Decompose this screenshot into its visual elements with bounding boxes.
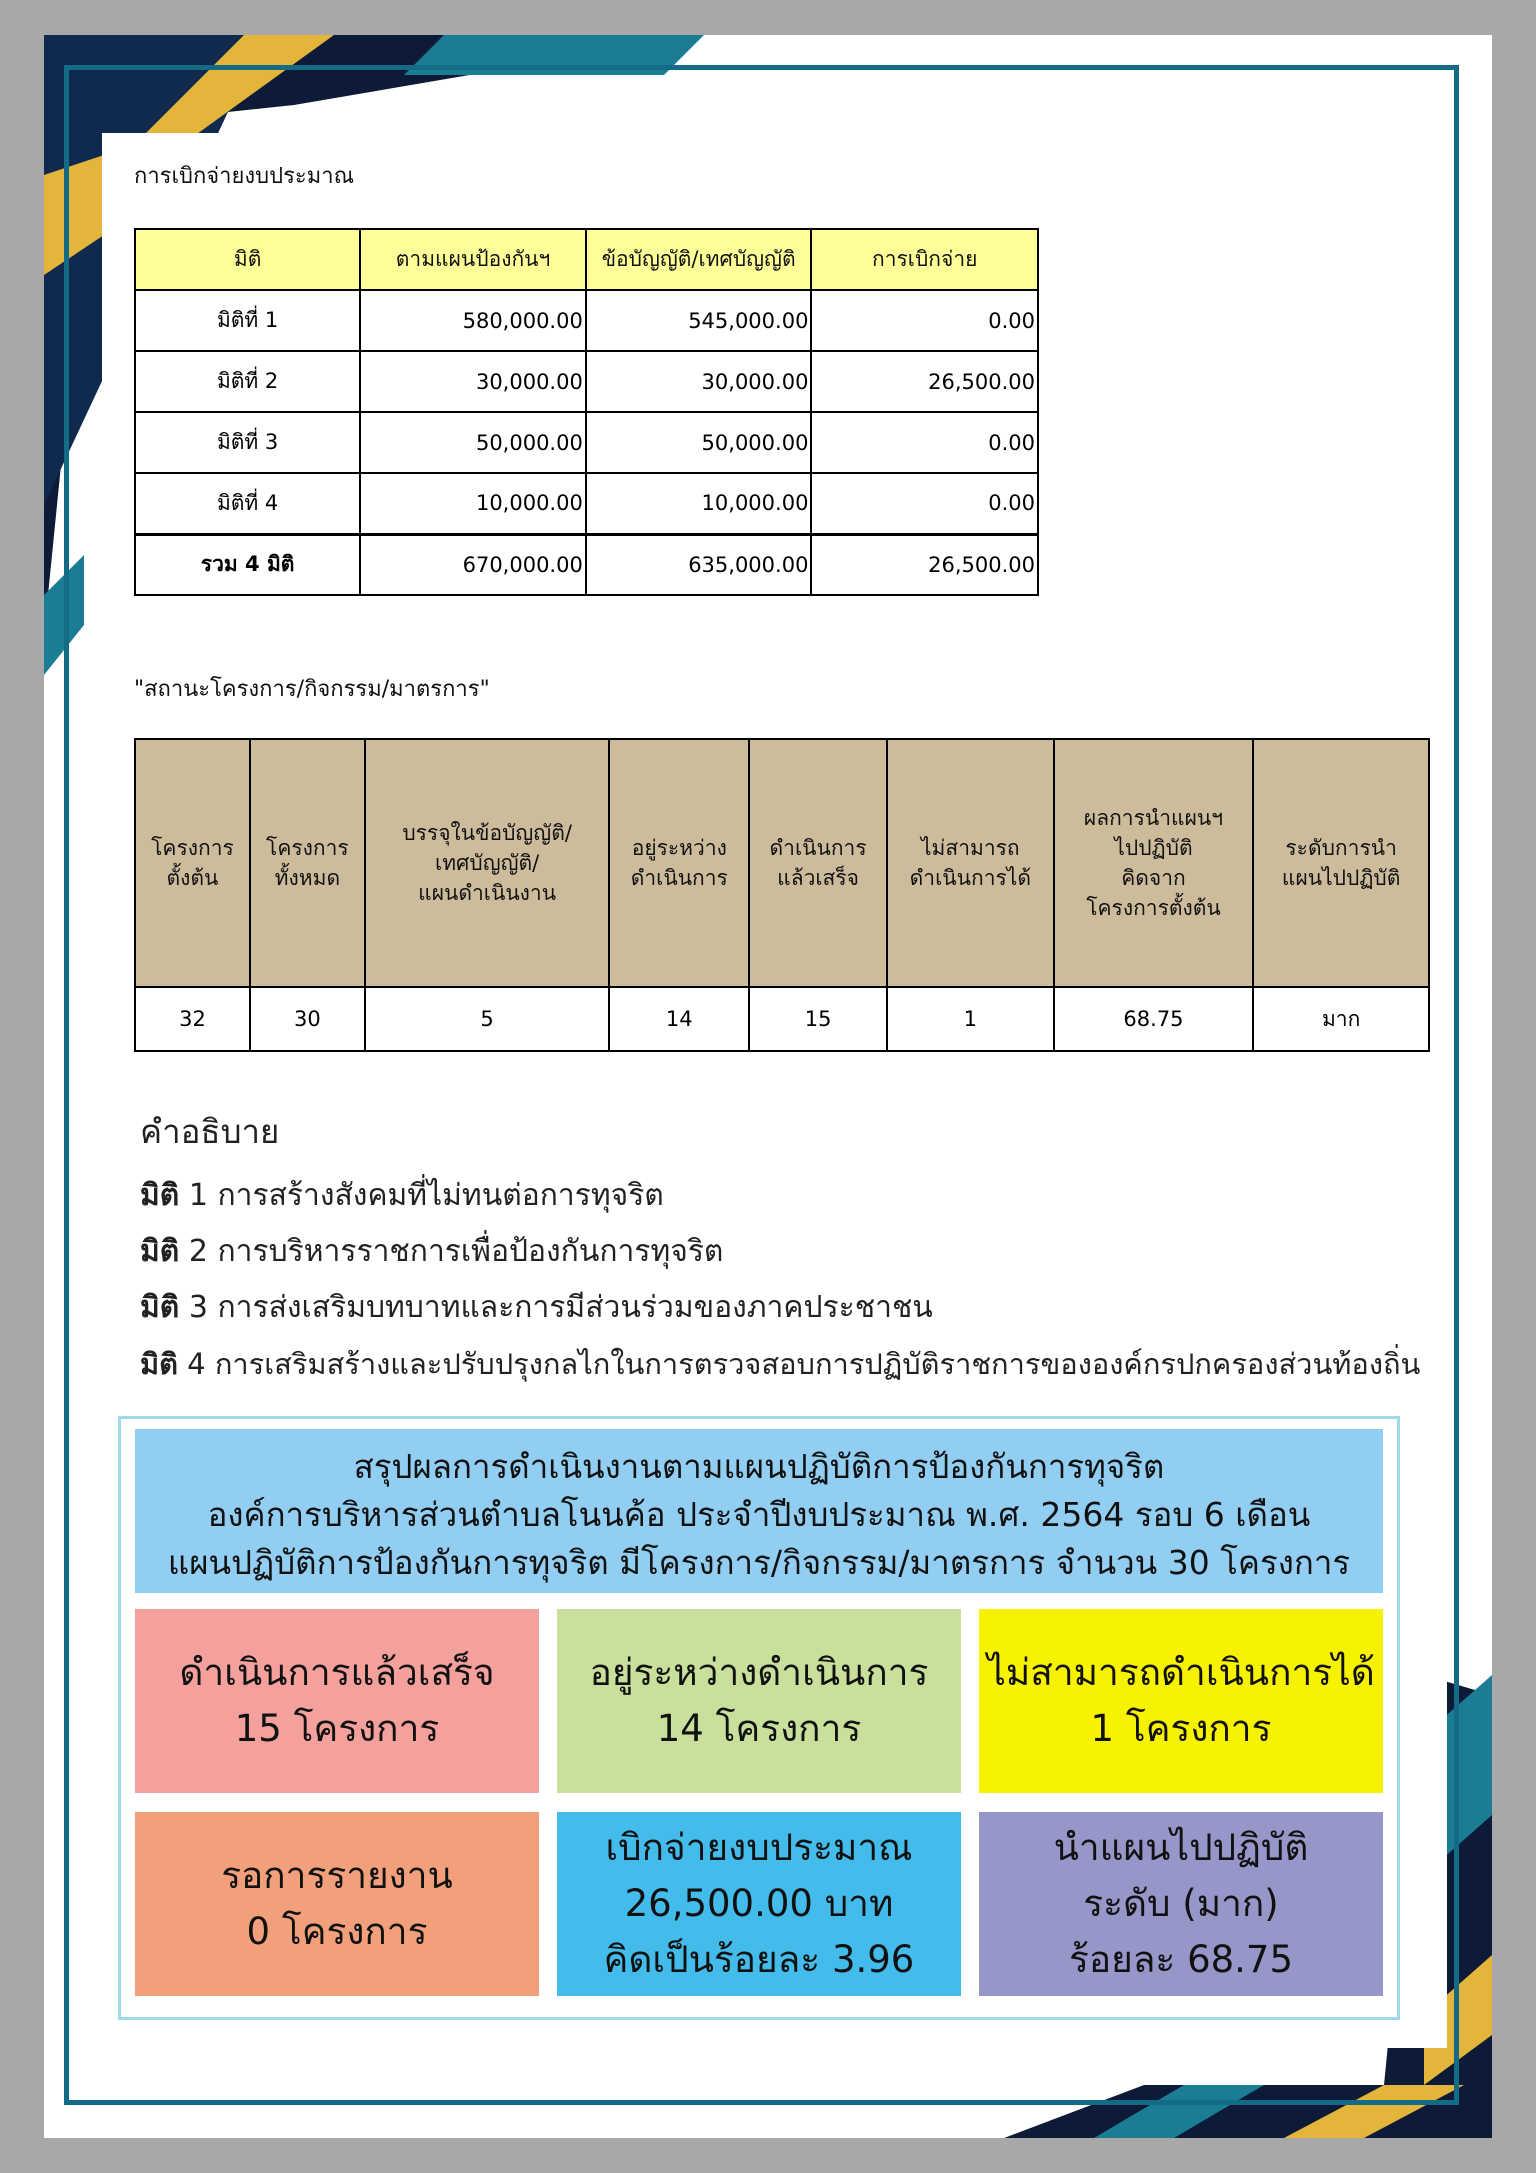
legend-item xyxy=(140,1336,1450,1392)
table-row xyxy=(135,987,1429,1051)
card-line: 26,500.00 บาท xyxy=(624,1882,894,1925)
header-line: เทศบัญญัติ/ xyxy=(435,851,540,875)
budget-title: การเบิกจ่ายงบประมาณ xyxy=(134,164,354,189)
total-label-cell: รวม 4 มิติ xyxy=(135,534,360,595)
legend-label: มิติ xyxy=(140,1234,180,1269)
header-line: ผลการนำแผนฯ xyxy=(1083,806,1224,830)
card-line: อยู่ระหว่างดำเนินการ xyxy=(589,1651,929,1694)
legend-label: มิติ xyxy=(140,1178,180,1213)
status-title: "สถานะโครงการ/กิจกรรม/มาตรการ" xyxy=(134,677,490,702)
card-implementation-level xyxy=(979,1812,1383,1996)
header-line: ตั้งต้น xyxy=(166,866,219,890)
header-line: ระดับการนำ xyxy=(1285,836,1397,860)
header-line: โครงการตั้งต้น xyxy=(1086,896,1221,920)
legend-text: การส่งเสริมบทบาทและการมีส่วนร่วมของภาคประชาชน xyxy=(217,1290,933,1325)
legend-number: 1 xyxy=(188,1178,208,1213)
dimension-cell: มิติที่ 3 xyxy=(135,412,360,473)
header-line: บรรจุในข้อบัญญัติ/ xyxy=(402,821,572,845)
budget-header-cell: มิติ xyxy=(135,229,360,290)
card-line: รอการรายงาน xyxy=(221,1854,453,1897)
legend-text: การสร้างสังคมที่ไม่ทนต่อการทุจริต xyxy=(217,1178,664,1213)
status-header-cell xyxy=(250,739,365,987)
header-line: ดำเนินการ xyxy=(769,836,867,860)
header-line: ทั้งหมด xyxy=(274,866,341,890)
legend-label: มิติ xyxy=(140,1347,178,1381)
legend-item xyxy=(140,1224,1450,1280)
dimension-cell: มิติที่ 4 xyxy=(135,473,360,534)
dimension-cell: มิติที่ 1 xyxy=(135,290,360,351)
card-pending-report xyxy=(135,1812,539,1996)
in-ordinance-cell: 5 xyxy=(365,987,610,1051)
legend-number: 2 xyxy=(188,1234,208,1269)
disbursed-total-cell: 26,500.00 xyxy=(811,534,1038,595)
header-line: โครงการ xyxy=(151,836,234,860)
header-line: แผนดำเนินงาน xyxy=(418,881,557,905)
card-budget-disbursed xyxy=(557,1812,961,1996)
summary-banner xyxy=(135,1429,1383,1593)
budget-total-row xyxy=(135,534,1038,595)
summary-panel xyxy=(118,1416,1400,2020)
table-row xyxy=(135,290,1038,351)
not-possible-cell: 1 xyxy=(887,987,1054,1051)
header-line: ไม่สามารถ xyxy=(920,836,1020,860)
total-projects-cell: 30 xyxy=(250,987,365,1051)
card-line: 0 โครงการ xyxy=(246,1910,428,1953)
ordinance-amount-cell: 50,000.00 xyxy=(586,412,812,473)
header-line: ไปปฏิบัติ xyxy=(1114,836,1193,860)
disbursed-amount-cell: 0.00 xyxy=(811,412,1038,473)
card-not-possible xyxy=(979,1609,1383,1793)
document-page xyxy=(44,35,1492,2138)
initial-projects-cell: 32 xyxy=(135,987,250,1051)
legend-text: การบริหารราชการเพื่อป้องกันการทุจริต xyxy=(217,1234,724,1269)
table-row xyxy=(135,412,1038,473)
card-line: 15 โครงการ xyxy=(234,1707,440,1750)
legend-number: 3 xyxy=(188,1290,208,1325)
card-completed xyxy=(135,1609,539,1793)
header-line: โครงการ xyxy=(266,836,349,860)
header-line: แผนไปปฏิบัติ xyxy=(1281,866,1401,890)
plan-amount-cell: 50,000.00 xyxy=(360,412,586,473)
table-row xyxy=(135,351,1038,412)
banner-line: แผนปฏิบัติการป้องกันการทุจริต มีโครงการ/กิจกรรม/มาตรการ จำนวน 30 โครงการ xyxy=(167,1543,1351,1582)
plan-amount-cell: 10,000.00 xyxy=(360,473,586,534)
header-line: ดำเนินการ xyxy=(630,866,728,890)
card-line: ดำเนินการแล้วเสร็จ xyxy=(179,1651,495,1694)
budget-table xyxy=(134,228,1039,596)
card-line: 14 โครงการ xyxy=(656,1707,862,1750)
ordinance-amount-cell: 30,000.00 xyxy=(586,351,812,412)
budget-header-cell: ตามแผนป้องกันฯ xyxy=(360,229,586,290)
status-header-row xyxy=(135,739,1429,987)
header-line: ดำเนินการได้ xyxy=(909,866,1031,890)
header-line: แล้วเสร็จ xyxy=(777,866,859,890)
card-in-progress xyxy=(557,1609,961,1793)
banner-line: สรุปผลการดำเนินงานตามแผนปฏิบัติการป้องกันการทุจริต xyxy=(353,1447,1165,1486)
legend-item xyxy=(140,1280,1450,1336)
legend-number: 4 xyxy=(187,1347,206,1381)
budget-header-cell: ข้อบัญญัติ/เทศบัญญัติ xyxy=(586,229,812,290)
status-header-cell xyxy=(609,739,749,987)
legend-heading: คำอธิบาย xyxy=(140,1112,280,1151)
status-table xyxy=(134,738,1430,1052)
plan-amount-cell: 580,000.00 xyxy=(360,290,586,351)
card-line: ร้อยละ 68.75 xyxy=(1068,1938,1293,1981)
card-line: 1 โครงการ xyxy=(1090,1707,1272,1750)
implementation-level-cell: มาก xyxy=(1253,987,1429,1051)
status-header-cell xyxy=(887,739,1054,987)
ordinance-amount-cell: 10,000.00 xyxy=(586,473,812,534)
card-line: ระดับ (มาก) xyxy=(1083,1882,1279,1925)
card-line: นำแผนไปปฏิบัติ xyxy=(1053,1826,1309,1869)
card-line: เบิกจ่ายงบประมาณ xyxy=(605,1826,913,1869)
in-progress-cell: 14 xyxy=(609,987,749,1051)
plan-amount-cell: 30,000.00 xyxy=(360,351,586,412)
legend-text: การเสริมสร้างและปรับปรุงกลไกในการตรวจสอบการปฏิบัติราชการขององค์กรปกครองส่วนท้องถิ่น xyxy=(214,1347,1421,1381)
status-header-cell xyxy=(1253,739,1429,987)
header-line: คิดจาก xyxy=(1121,866,1186,890)
disbursed-amount-cell: 0.00 xyxy=(811,473,1038,534)
ordinance-amount-cell: 545,000.00 xyxy=(586,290,812,351)
status-header-cell xyxy=(135,739,250,987)
completed-cell: 15 xyxy=(749,987,887,1051)
status-header-cell xyxy=(1054,739,1254,987)
legend-label: มิติ xyxy=(140,1290,180,1325)
status-header-cell xyxy=(749,739,887,987)
card-line: คิดเป็นร้อยละ 3.96 xyxy=(603,1938,915,1981)
disbursed-amount-cell: 0.00 xyxy=(811,290,1038,351)
legend xyxy=(140,1105,1450,1392)
banner-line: องค์การบริหารส่วนตำบลโนนค้อ ประจำปีงบประมาณ พ.ศ. 2564 รอบ 6 เดือน xyxy=(207,1495,1311,1534)
header-line: อยู่ระหว่าง xyxy=(631,836,727,860)
ordinance-total-cell: 635,000.00 xyxy=(586,534,812,595)
implementation-result-cell: 68.75 xyxy=(1054,987,1254,1051)
plan-total-cell: 670,000.00 xyxy=(360,534,586,595)
legend-item xyxy=(140,1168,1450,1224)
dimension-cell: มิติที่ 2 xyxy=(135,351,360,412)
disbursed-amount-cell: 26,500.00 xyxy=(811,351,1038,412)
budget-header-cell: การเบิกจ่าย xyxy=(811,229,1038,290)
budget-header-row xyxy=(135,229,1038,290)
status-header-cell xyxy=(365,739,610,987)
table-row xyxy=(135,473,1038,534)
card-line: ไม่สามารถดำเนินการได้ xyxy=(987,1651,1375,1694)
